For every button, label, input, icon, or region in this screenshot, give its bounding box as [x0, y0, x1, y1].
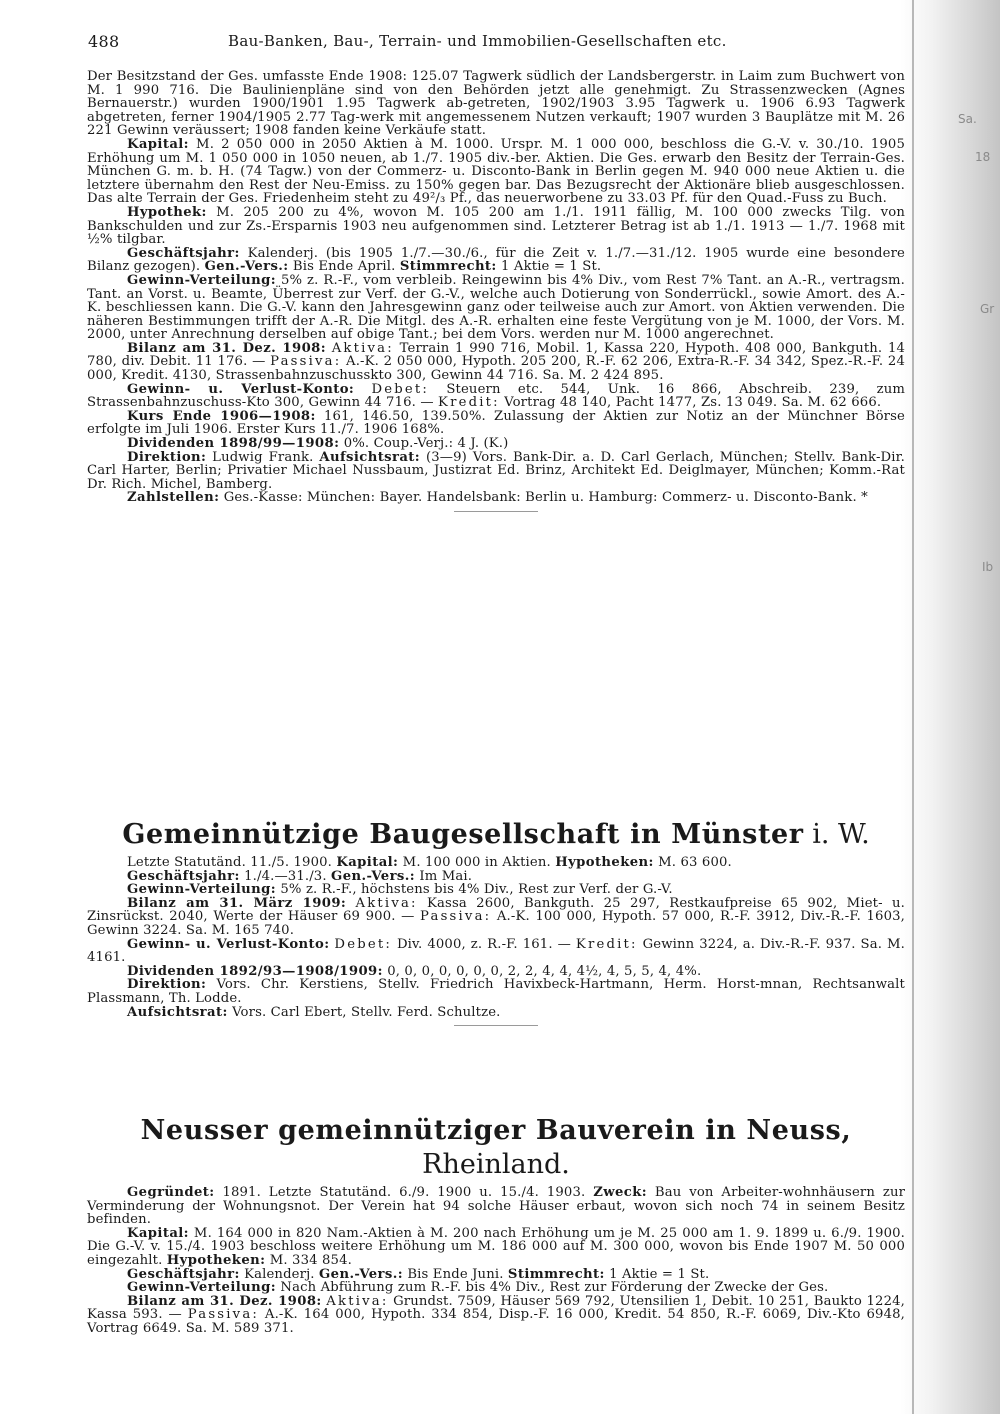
aufsichtsrat-label: Aufsichtsrat: [319, 449, 421, 465]
kapital-text: M. 2 050 000 in 2050 Aktien à M. 1000. Urspr. M. 1 000 000, beschloss die G.-V. v. 30./10. 1905 Erhöhung um M. 1 050 000 in 1050 neuen, ab 1./7. 1905 div.-ber. Aktien. Die Ges. erwarb den Besitz der Terrain-Ges. München G. m. b. H. (74 Tagw.) von der Commerz- u. Disconto-Bank in Berlin gegen M. 940 000 neue Aktien u. die letztere übernahm den Rest der Neu-Emiss. zu 150% gegen bar. Das Bezugsrecht der Aktionäre blieb ausgeschlossen. Das alte Terrain der Ges. Friedenheim steht zu 49²/₃ Pf., das neuerworbene zu 33.03 Pf. für den Quad.-Fuss zu Buch. [87, 136, 905, 207]
gegruendet-label: Gegründet: [127, 1185, 215, 1200]
bilanz-aktiva-text: Kassa 2600, Bankguth. 25 297, Restkaufpreise 65 902, Miet- u. Zinsrückst. 2040, Werte der Häuser 69 900. — [87, 895, 905, 925]
company-3-title-main: Neusser gemeinnütziger Bauverein in Neuss, [140, 1115, 852, 1146]
geschaeftsjahr-label: Geschäftsjahr: [127, 1266, 240, 1282]
gewinnverteilung-label: Gewinn-Verteilung: [127, 882, 277, 898]
margin-fragment: Gr [980, 302, 995, 316]
gewinnverteilung-text: 5% z. R.-F., höchstens bis 4% Div., Rest zur Verf. der G.-V. [280, 882, 673, 898]
margin-fragment: Sa. [958, 112, 977, 126]
margin-fragment: Ib [982, 560, 994, 574]
aufsichtsrat-label: Aufsichtsrat: [127, 1004, 228, 1020]
stammdaten-paragraph [87, 856, 905, 870]
dividenden-text: 0, 0, 0, 0, 0, 0, 0, 2, 2, 4, 4, 4½, 4, 5, 5, 4, 4%. [387, 963, 702, 979]
zweck-text: Bau von Arbeiter-wohnhäusern zur Verminderung der Wohnungsnot. Der Verein hat 94 solche Häuser erbaut, wovon sich noch 74 in seinem Besitz befinden. [87, 1185, 906, 1228]
page-edge-line [912, 0, 914, 1414]
company-3-title [87, 1114, 905, 1182]
page-number: 488 [88, 32, 120, 51]
gewinnverteilung-text: 5% z. R.-F., vom verbleib. Reingewinn bis 4% Div., vom Rest 7% Tant. an A.-R., vertragsm. Tant. an Vorst. u. Beamte, Überrest zur Verf. der G.-V., welche auch Dotierung von Sonderrückl., sowie Amort. des A.-K. beschliessen kann. Die G.-V. kann den Jahresgewinn ganz oder teilweise auch zur Amort. von Aktien verwenden. Die näheren Bestimmungen trifft der A.-R. Die Mitgl. des A.-R. erhalten eine feste Vergütung von je M. 1000, der Vors. M. 2000, unter Anrechnung derselben auf obige Tant.; bei dem Vors. werden nur M. 1000 angerechnet. [87, 272, 905, 343]
geschaeftsjahr-label: Geschäftsjahr: [127, 868, 240, 884]
zahlstellen-paragraph [87, 491, 905, 505]
gewinnverteilung-paragraph [87, 1281, 905, 1295]
company-2-title-suffix: i. W. [812, 819, 870, 850]
direktion-label: Direktion: [127, 977, 207, 993]
geschaeftsjahr-text: 1./4.—31./3. [244, 868, 327, 884]
section-company-3 [87, 1114, 905, 1336]
guv-label: Gewinn- u. Verlust-Konto: [127, 936, 330, 952]
margin-fragment: 18 [975, 150, 991, 164]
aktiva-label: Aktiva: [355, 895, 418, 911]
guv-kredit-text: Gewinn 3224, a. Div.-R.-F. 937. Sa. M. 4161. [87, 936, 905, 966]
geschaeftsjahr-paragraph [87, 247, 905, 274]
kapital-text: M. 100 000 in Aktien. [402, 855, 551, 870]
bilanz-label: Bilanz am 31. März 1909: [127, 895, 347, 911]
genvers-text: Bis Ende April. [292, 259, 396, 275]
bilanz-passiva-text: A.-K. 164 000, Hypoth. 334 854, Disp.-F. 16 000, Kredit. 54 850, R.-F. 6069, Div.-Kto 6948, Vortrag 6649. Sa. M. 589 371. [87, 1307, 906, 1336]
hypotheken-text: M. 63 600. [658, 855, 732, 870]
genvers-label: Gen.-Vers.: [204, 259, 289, 275]
aufsichtsrat-paragraph [87, 1006, 905, 1020]
kapital-text: M. 164 000 in 820 Nam.-Aktien à M. 200 nach Erhöhung um je M. 25 000 am 1. 9. 1899 u. 6./9. 1900. Die G.-V. v. 15./4. 1903 beschloss weitere Erhöhung um M. 186 000 auf M. 300 000, wovon bis Ende 1907 M. 50 000 eingezahlt. [87, 1225, 906, 1268]
zweck-label: Zweck: [593, 1185, 648, 1200]
geschaeftsjahr-paragraph [87, 870, 905, 884]
dividenden-text: 0%. Coup.-Verj.: 4 J. (K.) [343, 436, 509, 452]
besitzstand-text: Der Besitzstand der Ges. umfasste Ende 1908: 125.07 Tagwerk südlich der Landsbergerstr. in Laim zum Buchwert von M. 1 990 716. Die Baulinienpläne sind von den Behörden jetzt alle genehmigt. Zu Strassenzwecken (Agnes Bernauerstr.) wurden 1900/1901 1.95 Tagwerk ab-getreten, 1902/1903 3.95 Tagwerk u. 1906 6.93 Tagwerk abgetreten, ferner 1904/1905 2.77 Tag-werk mit angemessenem Nutzen verkauft; 1907 wurden 3 Bauplätze mit M. 26 221 Gewinn veräussert; 1908 fanden keine Verkäufe statt. [87, 69, 905, 139]
guv-paragraph [87, 383, 905, 410]
hypotheken-label: Hypotheken: [555, 855, 654, 870]
bilanz-passiva-text: A.-K. 100 000, Hypoth. 57 000, R.-F. 3912, Div.-R.-F. 1603, Gewinn 3224. Sa. M. 165 740. [87, 909, 905, 938]
geschaeftsjahr-text: Kalenderj. (bis 1905 1./7.—30./6., für die Zeit v. 1./7.—31./12. 1905 wurde eine besondere Bilanz gezogen). [87, 245, 905, 275]
genvers-label: Gen.-Vers.: [319, 1266, 403, 1282]
aufsichtsrat-text: Vors. Carl Ebert, Stellv. Ferd. Schultze. [232, 1004, 501, 1020]
bilanz-passiva-text: A.-K. 2 050 000, Hypoth. 205 200, R.-F. 62 206, Extra-R.-F. 34 342, Spez.-R.-F. 24 000, Kredit. 4130, Strassenbahnzuschusskto 300, Gewinn 44 716. Sa. M. 2 424 895. [87, 354, 906, 384]
bilanz-aktiva-text: Grundst. 7509, Häuser 569 792, Utensilien 1, Debit. 10 251, Baukto 1224, Kassa 593. — [87, 1293, 906, 1323]
section-company-1 [87, 70, 905, 512]
bilanz-paragraph [87, 342, 905, 383]
running-title: Bau-Banken, Bau-, Terrain- und Immobilien-Gesellschaften etc. [228, 32, 727, 50]
gewinnverteilung-label: Gewinn-Verteilung: [127, 1280, 277, 1296]
kapital-paragraph [87, 1227, 905, 1268]
stimmrecht-label: Stimmrecht: [507, 1266, 605, 1282]
aktiva-label: Aktiva: [331, 340, 394, 356]
kredit-label: Kredit: [575, 936, 638, 952]
kapital-label: Kapital: [127, 1225, 189, 1241]
stimmrecht-label: Stimmrecht: [399, 259, 497, 275]
kredit-label: Kredit: [438, 395, 500, 411]
section-company-2 [87, 818, 905, 1026]
debet-label: Debet: [334, 936, 392, 952]
gewinnverteilung-paragraph [87, 274, 905, 342]
direktion-label: Direktion: [127, 449, 207, 465]
genvers-label: Gen.-Vers.: [331, 868, 416, 884]
direktion-paragraph [87, 451, 905, 492]
company-2-title-main: Gemeinnützige Baugesellschaft in Münster [122, 819, 804, 850]
aufsichtsrat-text: (3—9) Vors. Bank-Dir. a. D. Carl Gerlach, München; Stellv. Bank-Dir. Carl Harter, Berlin; Privatier Michael Nussbaum, Justizrat Ed. Brinz, Architekt Ed. Deiglmayer, München; Komm.-Rat Dr. Rich. Michel, Bamberg. [87, 449, 905, 492]
kapital-label: Kapital: [336, 855, 399, 870]
debet-label: Debet: [371, 381, 430, 397]
bilanz-paragraph [87, 1295, 905, 1336]
bilanz-paragraph [87, 897, 905, 938]
section-divider [454, 1025, 538, 1026]
besitzstand-paragraph [87, 70, 905, 138]
stimmrecht-text: 1 Aktie = 1 St. [501, 259, 602, 275]
bilanz-label: Bilanz am 31. Dez. 1908: [127, 340, 326, 356]
gewinnverteilung-label: Gewinn-Verteilung: [127, 272, 277, 288]
section-divider [454, 511, 538, 512]
genvers-text: Bis Ende Juni. [407, 1266, 504, 1282]
dividenden-label: Dividenden 1892/93—1908/1909: [127, 963, 383, 979]
stimmrecht-text: 1 Aktie = 1 St. [609, 1266, 710, 1282]
hypotheken-text: M. 334 854. [269, 1252, 352, 1268]
kurs-paragraph [87, 410, 905, 437]
kurs-text: 161, 146.50, 139.50%. Zulassung der Aktien zur Notiz an der Münchner Börse erfolgte im Juli 1906. Erster Kurs 11./7. 1906 168%. [87, 408, 906, 438]
guv-kredit-text: Vortrag 48 140, Pacht 1477, Zs. 13 049. Sa. M. 62 666. [504, 395, 882, 411]
statutaend-text: Letzte Statutänd. 11./5. 1900. [127, 855, 333, 870]
running-header [88, 32, 828, 56]
guv-paragraph [87, 938, 905, 965]
geschaeftsjahr-paragraph [87, 1268, 905, 1282]
direktion-text: Ludwig Frank. [212, 449, 314, 465]
aktiva-label: Aktiva: [326, 1293, 389, 1309]
guv-label: Gewinn- u. Verlust-Konto: [127, 381, 355, 397]
bilanz-label: Bilanz am 31. Dez. 1908: [127, 1293, 322, 1309]
gegruendet-text: 1891. Letzte Statutänd. 6./9. 1900 u. 15./4. 1903. [222, 1185, 586, 1200]
direktion-paragraph [87, 978, 905, 1005]
kurs-label: Kurs Ende 1906—1908: [127, 408, 316, 424]
dividenden-label: Dividenden 1898/99—1908: [127, 436, 340, 452]
guv-debet-text: Steuern etc. 544, Unk. 16 866, Abschreib. 239, zum Strassenbahnzuschuss-Kto 300, Gewinn 44 716. — [87, 381, 906, 411]
genvers-text: Im Mai. [419, 868, 473, 884]
passiva-label: Passiva: [420, 909, 492, 925]
hypotheken-label: Hypotheken: [166, 1252, 266, 1268]
passiva-label: Passiva: [187, 1307, 260, 1323]
dividenden-paragraph [87, 437, 905, 451]
guv-debet-text: Div. 4000, z. R.-F. 161. — [396, 936, 571, 952]
dividenden-paragraph [87, 965, 905, 979]
geschaeftsjahr-text: Kalenderj. [244, 1266, 315, 1282]
hypothek-paragraph [87, 206, 905, 247]
direktion-text: Vors. Chr. Kerstiens, Stellv. Friedrich Havixbeck-Hartmann, Herm. Horst-mnan, Rechtsanwalt Plassmann, Th. Lodde. [87, 977, 905, 1006]
geschaeftsjahr-label: Geschäftsjahr: [127, 245, 240, 261]
bilanz-aktiva-text: Terrain 1 990 716, Mobil. 1, Kassa 220, Hypoth. 408 000, Bankguth. 14 780, div. Debit. 11 176. — [87, 340, 906, 370]
gewinnverteilung-paragraph [87, 883, 905, 897]
company-2-title [87, 818, 905, 852]
gegruendet-paragraph [87, 1186, 905, 1227]
kapital-paragraph [87, 138, 905, 206]
zahlstellen-label: Zahlstellen: [127, 490, 220, 506]
company-3-title-suffix: Rheinland. [422, 1149, 570, 1180]
hypothek-label: Hypothek: [127, 204, 207, 220]
kapital-label: Kapital: [127, 136, 189, 152]
hypothek-text: M. 205 200 zu 4%, wovon M. 105 200 am 1./1. 1911 fällig, M. 100 000 zwecks Tilg. von Bankschulden und zur Zs.-Ersparnis 1903 neu aufgenommen sind. Letzterer Betrag ist ab 1./1. 1913 — 1./7. 1968 mit ½% tilgbar. [87, 204, 906, 248]
page-gutter-shadow [900, 0, 1000, 1414]
gewinnverteilung-text: Nach Abführung zum R.-F. bis 4% Div., Rest zur Förderung der Zwecke der Ges. [280, 1280, 829, 1296]
zahlstellen-text: Ges.-Kasse: München: Bayer. Handelsbank: Berlin u. Hamburg: Commerz- u. Disconto-Bank. * [223, 490, 868, 506]
passiva-label: Passiva: [270, 354, 342, 370]
